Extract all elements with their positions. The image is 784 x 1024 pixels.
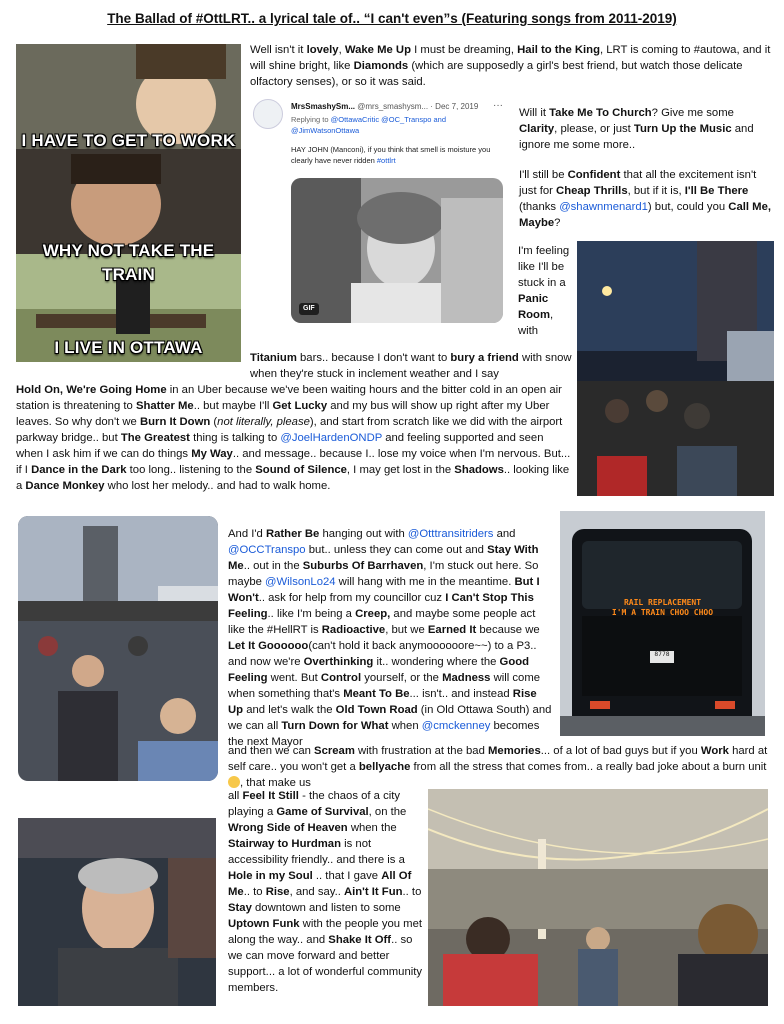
page-title: The Ballad of #OttLRT.. a lyrical tale of.. “I can't even”s (Featuring songs from 2011-2019) [107, 11, 677, 26]
commuter-man-photo [18, 818, 216, 1006]
meme-caption-1: I HAVE TO GET TO WORK [21, 131, 236, 150]
meme-image [16, 44, 241, 362]
tweet-header: MrsSmashySm... @mrs_smashysm... · Dec 7, 2019 [291, 102, 479, 111]
tweet-embed [253, 99, 511, 327]
titanium-paragraph: Titanium bars.. because I don't want to bury a friend with snow when they're stuck in inclement weather and I say Hold On, We're Going Home in an Uber because we've been waiting hours and the bitter cold in an open air station is threatening to Shatter Me.. but maybe I'll Get Lucky and my bus will show up right after my Uber leaves. So why don't we Burn It Down (not literally, please), and start from scratch like we did with the airport parkway bridge.. but The Greatest thing is talking to @JoelHardenONDP and feeling supported and seen when I ask him if we can do things My Way.. and message.. because I.. lose my voice when I'm nervous. But... if I Dance in the Dark too long.. listening to the Sound of Silence, I may get lost in the Shadows.. looking like a Dance Monkey who lost her melody.. and had to walk home. [16, 352, 572, 493]
rather-be-paragraph: And I'd Rather Be hanging out with @Otttransitriders and @OCCTranspo but.. unless they can come out and Stay With Me.. out in the Suburbs Of Barrhaven, I'm stuck out here. So maybe @WilsonLo24 will hang with me in the meantime. But I Won't.. ask for help from my councillor cuz I Can't Stop This Feeling.. like I'm being a Creep, and maybe some people act like the #HellRT is Radioactive, but we Earned It because we Let It Goooooo(can't hold it back anymoooooore~~) to a P3.. and now we're Overthinking it.. wondering where the Good Feeling went. But Control yourself, or the Madness will come when something that's Meant To Be... isn't.. and instead Rise Up and let's walk the Old Town Road (in Old Ottawa South) and we can all Turn Down for What when @cmckenney becomes the next Mayor [228, 528, 552, 749]
platform-crowd-photo [577, 241, 774, 496]
avatar [253, 99, 283, 129]
intro-paragraph: Well isn't it lovely, Wake Me Up I must be dreaming, Hail to the King, LRT is coming to #autowa, and it will shine bright, like Diamonds (which are supposedly a girl's best friend, but watch those delicate olfactory senses), or so it was said. [250, 44, 771, 89]
meme-caption-2: WHY NOT TAKE THE TRAIN [42, 241, 215, 285]
bus-photo [560, 511, 765, 736]
tweet-body: HAY JOHN (Manconi), if you think that smell is moisture you clearly have never ridden #ottlrt [291, 145, 491, 165]
community-meeting-photo [428, 789, 768, 1006]
scream-paragraph: and then we can Scream with frustration at the bad Memories... of a lot of bad guys but if you Work hard at self care.. you won't get a bellyache from all the stress that comes from.. a really bad joke about a burn unit , that make us [228, 745, 768, 790]
bus-plate: 8778 [654, 651, 670, 658]
more-icon[interactable]: ··· [493, 100, 503, 111]
face-with-rolling-eyes-icon [228, 776, 240, 788]
tweet-replying-to: Replying to @OttawaCritic @OC_Transpo and @JimWatsonOttawa [291, 115, 447, 135]
gif-badge: GIF [299, 303, 319, 315]
panic-room-paragraph: I'm feeling like I'll be stuck in a Panic Room, with [518, 245, 570, 338]
meme-caption-3: I LIVE IN OTTAWA [54, 338, 203, 357]
station-crowd-photo [18, 516, 218, 781]
church-paragraph: Will it Take Me To Church? Give me some Clarity, please, or just Turn Up the Music and ignore me some more.. I'll still be Confident that all the excitement isn't just for Cheap Thrills, but if it is, I'll Be There (thanks @shawnmenard1) but, could you Call Me, Maybe? [519, 107, 771, 230]
bus-destination-sign: RAIL REPLACEMENT I'M A TRAIN CHOO CHOO [611, 598, 714, 617]
feel-it-still-paragraph: all Feel It Still - the chaos of a city playing a Game of Survival, on the Wrong Side of Heaven when the Stairway to Hurdman is not accessibility friendly.. and there is a Hole in my Soul .. that I gave All Of Me.. to Rise, and say.. Ain't It Fun.. to Stay downtown and listen to some Uptown Funk with the people you met along the way.. and Shake It Off.. so we can move forward and better support... a lot of wonderful community members. [228, 790, 423, 995]
tweet-gif[interactable] [291, 178, 503, 323]
